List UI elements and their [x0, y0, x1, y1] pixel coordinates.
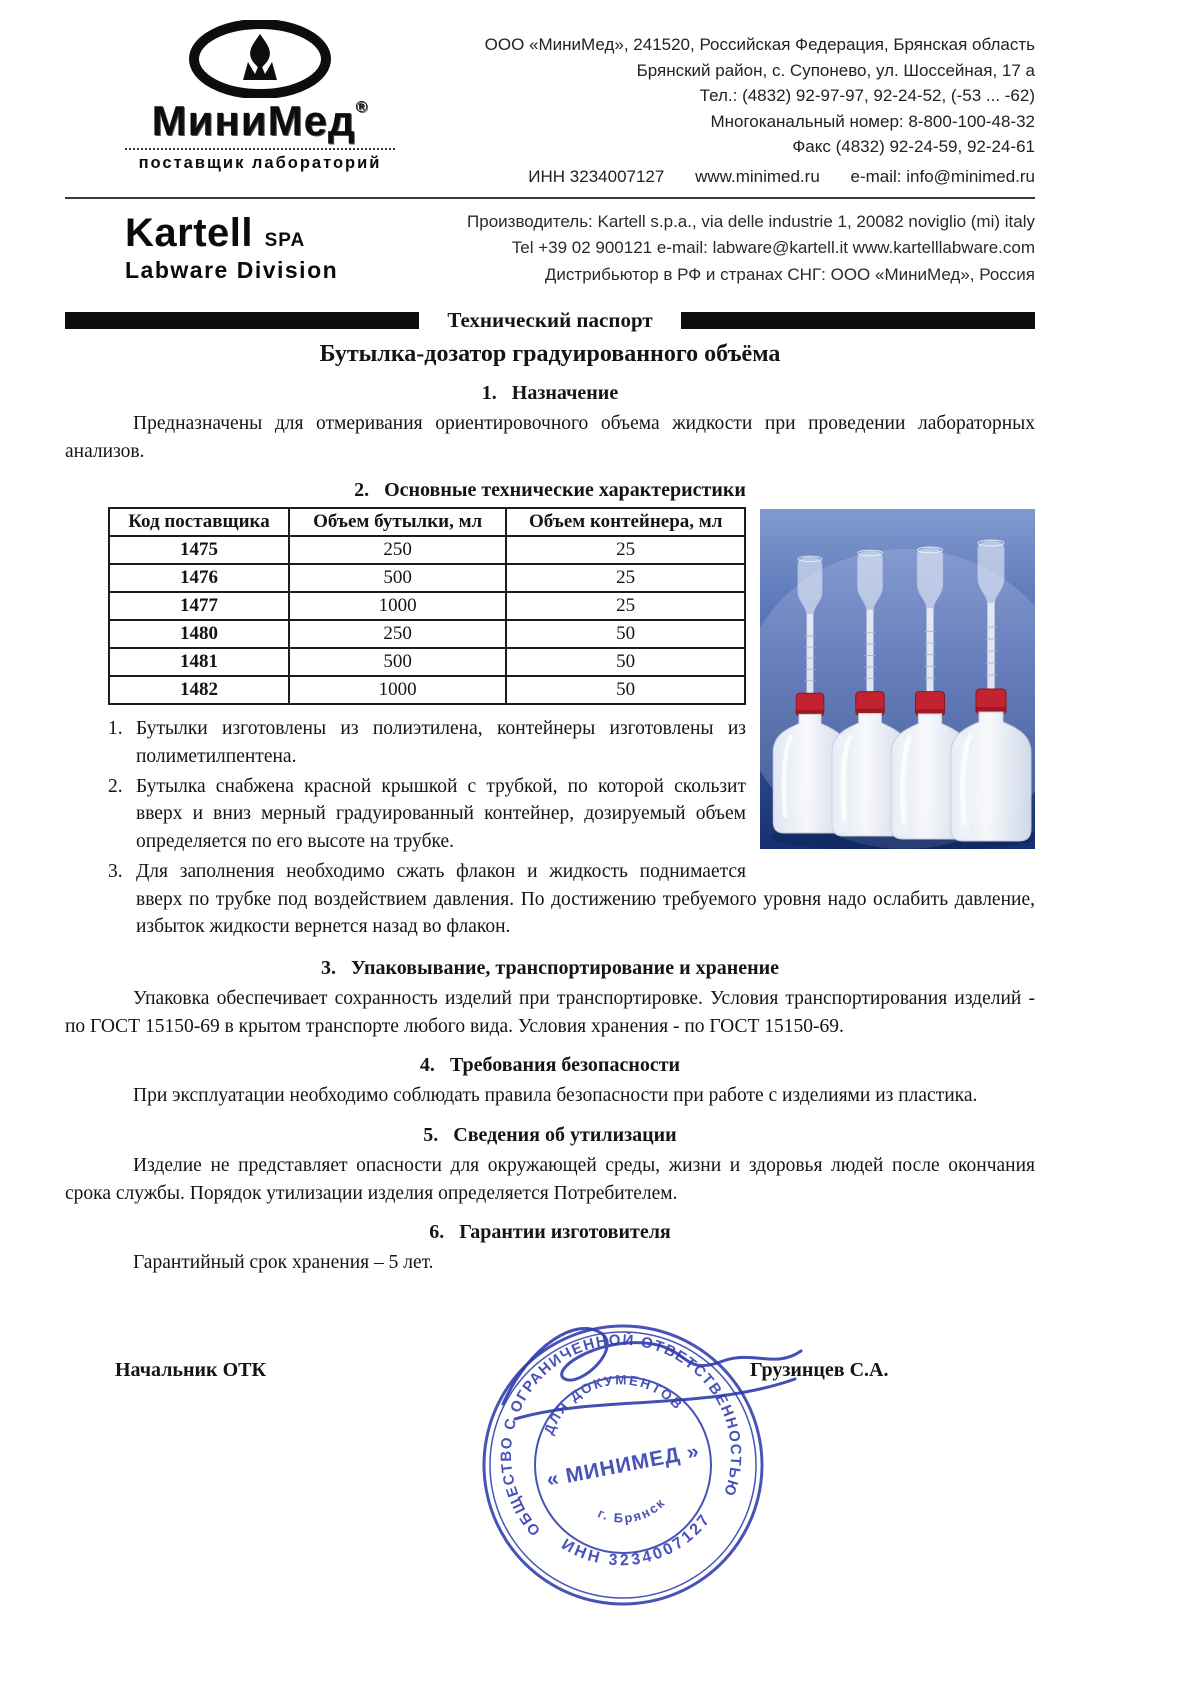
section6-body: Гарантийный срок хранения – 5 лет.: [133, 1252, 434, 1274]
cell-code: 1480: [109, 620, 289, 648]
cell-bottle-volume: 500: [289, 564, 506, 592]
section3-body: Упаковка обеспечивает сохранность изделий при транспортировке. Условия транспортирования изделий - по ГОСТ 15150-69 в крытом транспорте любого вида. Условия хранения - по ГОСТ 15150-69.: [65, 987, 1035, 1037]
kartell-division: Labware Division: [125, 257, 339, 284]
brand-word: МиниМед: [151, 97, 356, 144]
table-row: [109, 536, 745, 564]
cell-code: 1475: [109, 536, 289, 564]
minimed-logo: [65, 20, 395, 173]
title-bar-left: [65, 312, 419, 329]
stamp-inner-top-text: ДЛЯ ДОКУМЕНТОВ: [541, 1372, 687, 1437]
col-header-container-volume: Объем контейнера, мл: [506, 508, 745, 536]
note-text: Бутылки изготовлены из полиэтилена, контейнеры изготовлены из полиметилпентена.: [136, 718, 746, 768]
stamp-center-text: « МИНИМЕД »: [544, 1439, 702, 1492]
kartell-word: Kartell: [125, 211, 253, 256]
minimed-brand: [125, 97, 395, 144]
svg-text:г. Брянск: [593, 1493, 671, 1532]
section1-body: Предназначены для отмеривания ориентировочного объема жидкости при проведении лабораторных анализов.: [65, 413, 1035, 462]
cell-code: 1482: [109, 676, 289, 704]
contact-line: Брянский район, с. Супонево, ул. Шоссейная, 17 а: [636, 60, 1035, 80]
cell-code: 1477: [109, 592, 289, 620]
cell-bottle-volume: 1000: [289, 676, 506, 704]
product-photo: [760, 509, 1035, 849]
table-header-row: [109, 508, 745, 536]
table-row: [109, 564, 745, 592]
section2-heading: 2. Основные технические характеристики: [354, 479, 746, 502]
contact-line: Многоканальный номер: 8-800-100-48-32: [710, 111, 1035, 131]
table-row: [109, 648, 745, 676]
note-text: Бутылка снабжена красной крышкой с трубкой, по которой скользит вверх и вниз мерный градуированный контейнер, дозируемый объем определяется по его высоте на трубке.: [136, 775, 746, 853]
section4-body: При эксплуатации необходимо соблюдать правила безопасности при работе с изделиями из пластика.: [133, 1085, 978, 1107]
section1-heading: 1. Назначение: [481, 382, 619, 405]
contact-line: Факс (4832) 92-24-59, 92-24-61: [792, 137, 1035, 156]
stamp-outer-text: ОБЩЕСТВО С ОГРАНИЧЕННОЙ ОТВЕТСТВЕННОСТЬЮ: [497, 1331, 745, 1539]
minimed-emblem-icon: [185, 20, 335, 98]
manufacturer-line: Дистрибьютор в РФ и странах СНГ: ООО «МиниМед», Россия: [544, 264, 1035, 284]
note-item: [108, 858, 1035, 941]
minimed-tagline: поставщик лабораторий: [125, 148, 395, 173]
contact-line: Тел.: (4832) 92-97-97, 92-24-52, (-53 ... -62): [699, 86, 1035, 105]
section6-heading: 6. Гарантии изготовителя: [429, 1221, 671, 1244]
section5-heading: 5. Сведения об утилизации: [423, 1123, 677, 1146]
cell-container-volume: 25: [506, 536, 745, 564]
table-row: [109, 620, 745, 648]
title-bar-right: [681, 312, 1035, 329]
note-number: 3.: [108, 860, 123, 882]
section4-heading: 4. Требования безопасности: [419, 1054, 681, 1077]
passport-title-row: [65, 308, 1035, 333]
cell-bottle-volume: 250: [289, 620, 506, 648]
signature-block: [65, 1321, 1035, 1651]
header: [65, 20, 1035, 189]
cell-container-volume: 50: [506, 676, 745, 704]
signer-position: Начальник ОТК: [115, 1359, 266, 1382]
kartell-spa: SPA: [264, 230, 306, 252]
cell-bottle-volume: 1000: [289, 592, 506, 620]
cell-code: 1476: [109, 564, 289, 592]
cell-container-volume: 50: [506, 620, 745, 648]
cell-bottle-volume: 500: [289, 648, 506, 676]
manufacturer-block: [65, 199, 1035, 300]
email-text: e-mail: info@minimed.ru: [850, 166, 1035, 186]
registered-mark: ®: [355, 99, 369, 116]
stamp-city-text: г. Брянск: [595, 1494, 669, 1526]
cell-container-volume: 25: [506, 564, 745, 592]
table-row: [109, 676, 745, 704]
manufacturer-line: Производитель: Kartell s.p.a., via delle industrie 1, 20082 noviglio (mi) italy: [467, 212, 1035, 231]
inn-number: ИНН 3234007127: [528, 166, 665, 186]
handwritten-signature: [485, 1299, 815, 1449]
section5-body: Изделие не представляет опасности для окружающей среды, жизни и здоровья людей после окончания срока службы. Порядок утилизации изделия определяется Потребителем.: [65, 1154, 1035, 1204]
cell-container-volume: 25: [506, 592, 745, 620]
cell-code: 1481: [109, 648, 289, 676]
spec-section: [65, 507, 1035, 943]
section3-heading: 3. Упаковывание, транспортирование и хранение: [320, 956, 780, 979]
dispenser-bottles-image: [760, 509, 1035, 849]
cell-container-volume: 50: [506, 648, 745, 676]
company-contacts: [395, 20, 1035, 189]
signer-name: Грузинцев С.А.: [750, 1359, 889, 1382]
inn-row: [395, 164, 1035, 190]
manufacturer-line: Tel +39 02 900121 e-mail: labware@kartell.it www.kartelllabware.com: [511, 238, 1035, 258]
contact-line: ООО «МиниМед», 241520, Российская Федерация, Брянская область: [484, 35, 1035, 54]
note-number: 2.: [108, 775, 123, 797]
note-text: Для заполнения необходимо сжать флакон и жидкость поднимается вверх по трубке под воздействием давления. По достижению требуемого уровня надо ослабить давление, избыток жидкости вернется назад во флакон.: [136, 860, 1035, 938]
cell-bottle-volume: 250: [289, 536, 506, 564]
website-text: www.minimed.ru: [695, 166, 820, 186]
manufacturer-info: [395, 209, 1035, 288]
spec-table: [108, 507, 746, 705]
col-header-bottle-volume: Объем бутылки, мл: [289, 508, 506, 536]
passport-title: Технический паспорт: [447, 308, 653, 333]
table-row: [109, 592, 745, 620]
kartell-brand: [125, 211, 395, 256]
kartell-logo: [65, 213, 395, 284]
stamp-inn-text: ИНН 3234007127: [558, 1509, 715, 1570]
note-number: 1.: [108, 718, 123, 740]
col-header-code: Код поставщика: [109, 508, 289, 536]
product-title: Бутылка-дозатор градуированного объёма: [319, 341, 781, 368]
